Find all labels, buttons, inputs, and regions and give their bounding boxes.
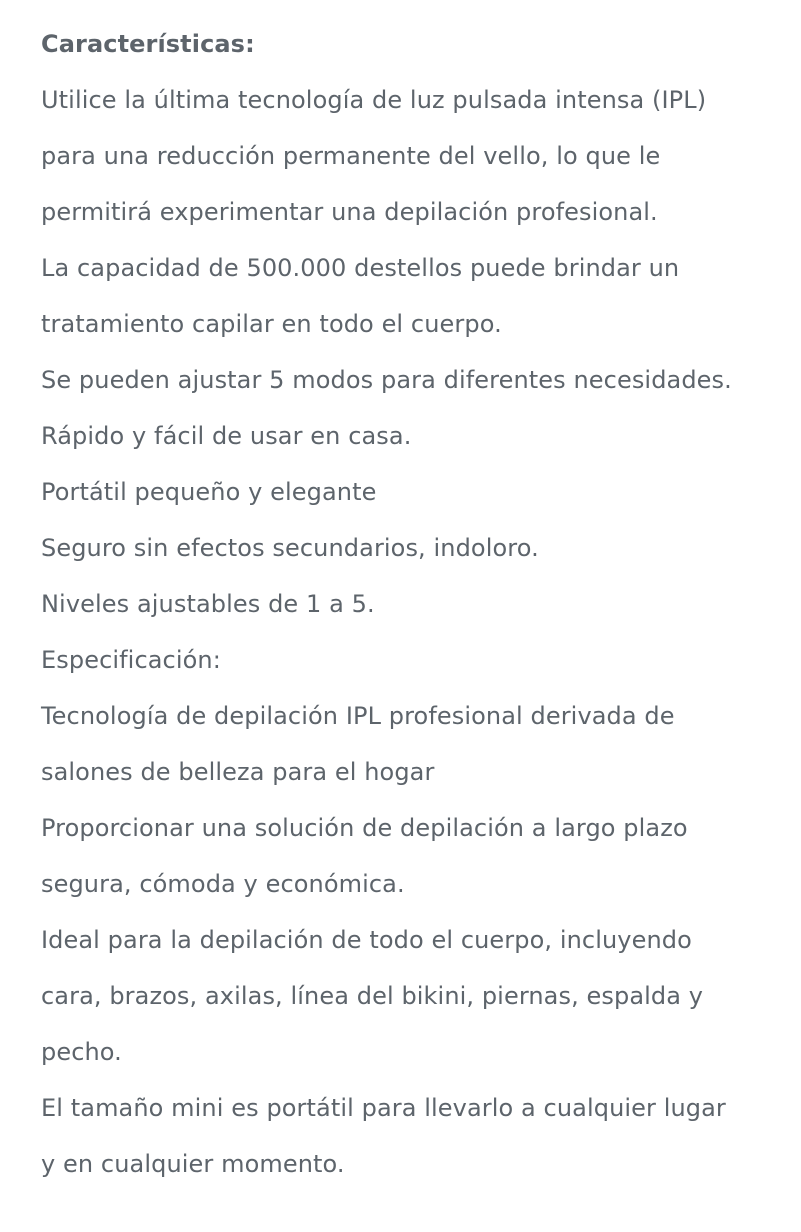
text-line: tratamiento capilar en todo el cuerpo. xyxy=(41,310,502,338)
product-description xyxy=(41,16,791,1192)
text-line: Se pueden ajustar 5 modos para diferentes necesidades. xyxy=(41,366,732,394)
text-line: Seguro sin efectos secundarios, indoloro. xyxy=(41,534,539,562)
text-line: El tamaño mini es portátil para llevarlo a cualquier lugar xyxy=(41,1094,726,1122)
text-line: La capacidad de 500.000 destellos puede brindar un xyxy=(41,254,680,282)
text-line: pecho. xyxy=(41,1038,122,1066)
specification-heading: Especificación: xyxy=(41,646,221,674)
text-line: Proporcionar una solución de depilación a largo plazo xyxy=(41,814,688,842)
text-line: Utilice la última tecnología de luz pulsada intensa (IPL) xyxy=(41,86,707,114)
text-line: Ideal para la depilación de todo el cuerpo, incluyendo xyxy=(41,926,692,954)
features-heading: Características: xyxy=(41,30,255,58)
text-line: salones de belleza para el hogar xyxy=(41,758,435,786)
text-line: para una reducción permanente del vello, lo que le xyxy=(41,142,661,170)
text-line: Rápido y fácil de usar en casa. xyxy=(41,422,412,450)
text-line: cara, brazos, axilas, línea del bikini, piernas, espalda y xyxy=(41,982,704,1010)
text-line: Portátil pequeño y elegante xyxy=(41,478,377,506)
text-line: y en cualquier momento. xyxy=(41,1150,345,1178)
text-line: Tecnología de depilación IPL profesional derivada de xyxy=(41,702,675,730)
text-line: segura, cómoda y económica. xyxy=(41,870,405,898)
text-line: Niveles ajustables de 1 a 5. xyxy=(41,590,375,618)
text-line: permitirá experimentar una depilación profesional. xyxy=(41,198,658,226)
